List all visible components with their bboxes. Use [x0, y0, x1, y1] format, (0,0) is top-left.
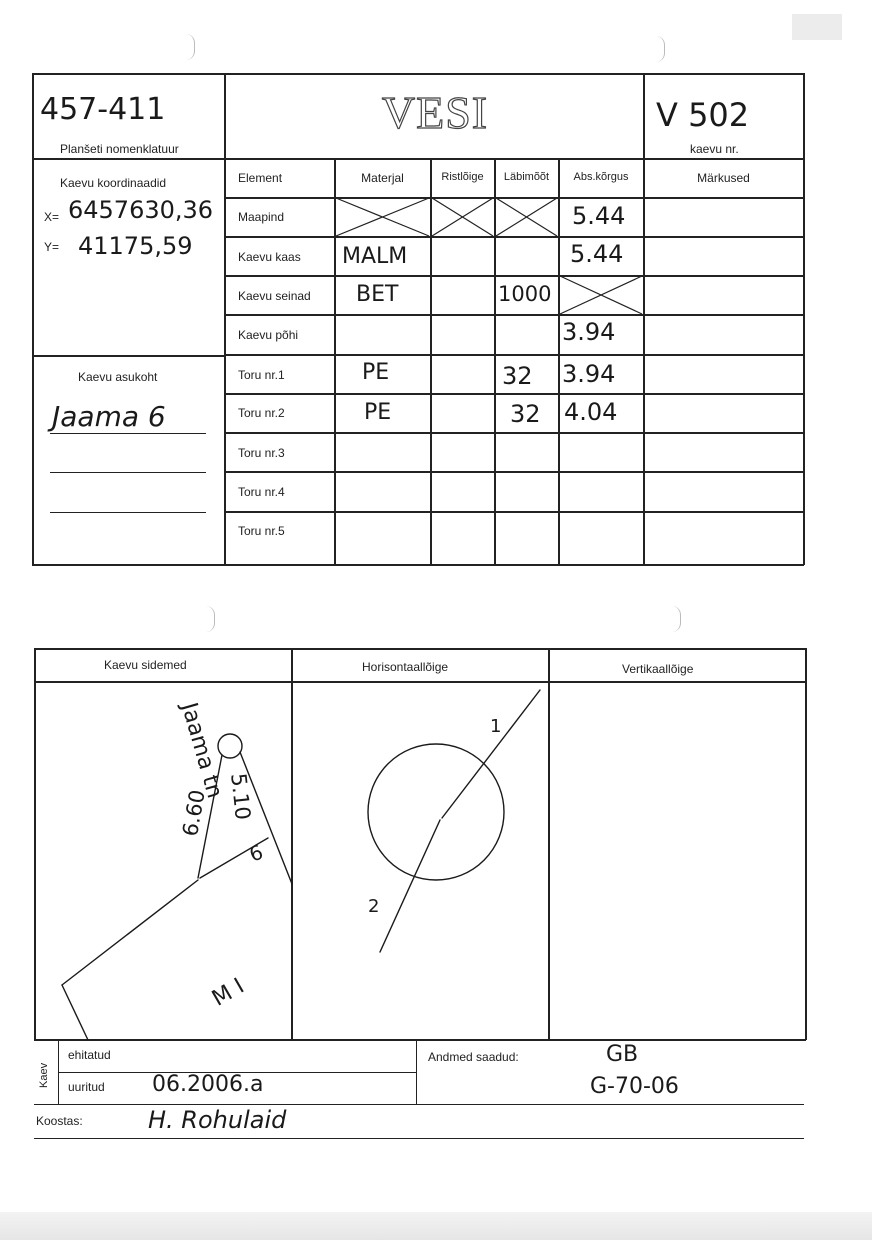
- table-row-element: Toru nr.5: [238, 524, 285, 538]
- table-row-element: Maapind: [238, 210, 285, 224]
- header-element: Element: [238, 171, 283, 185]
- abs-height-value: 5.44: [572, 202, 626, 230]
- abs-height-value: 3.94: [562, 318, 616, 346]
- pipe-1-label: 1: [490, 716, 502, 737]
- material-value: PE: [362, 360, 390, 385]
- nomenclature-label: Planšeti nomenklatuur: [60, 142, 179, 156]
- header-cross-section: Ristlõige: [441, 171, 484, 183]
- distance-bottom: 6: [246, 839, 267, 867]
- table-row-element: Kaevu seinad: [238, 289, 311, 303]
- data-source-label: Andmed saadud:: [428, 1050, 519, 1064]
- ties-label: Kaevu sidemed: [104, 658, 187, 672]
- horizontal-section-label: Horisontaallõige: [362, 660, 449, 674]
- diameter-value: 32: [502, 362, 533, 390]
- table-row-element: Kaevu kaas: [238, 250, 301, 264]
- header-diameter: Läbimõõt: [503, 171, 550, 183]
- location-label: Kaevu asukoht: [78, 370, 158, 384]
- data-source-value-2: G-70-06: [590, 1074, 679, 1099]
- y-prefix: Y=: [44, 240, 60, 254]
- distance-left: 6.60: [178, 787, 210, 839]
- well-side-label: Kaev: [38, 1062, 50, 1088]
- data-source-value-1: GB: [606, 1042, 639, 1067]
- abs-height-value: 3.94: [562, 360, 616, 388]
- abs-height-value: 4.04: [564, 398, 618, 426]
- material-value: BET: [356, 282, 399, 307]
- vertical-section-label: Vertikaallõige: [622, 662, 694, 676]
- scan-edge: [0, 1212, 872, 1240]
- compiled-value: H. Rohulaid: [148, 1106, 287, 1134]
- material-value: MALM: [342, 244, 408, 269]
- well-number-label: kaevu nr.: [690, 142, 739, 156]
- table-row-element: Toru nr.2: [238, 406, 285, 420]
- building-label: M I: [208, 973, 249, 1012]
- surveyed-value: 06.2006.a: [152, 1072, 264, 1097]
- compiled-label: Koostas:: [36, 1114, 83, 1128]
- header-abs-height: Abs.kõrgus: [573, 171, 629, 183]
- table-row-element: Toru nr.1: [238, 368, 285, 382]
- table-row-element: Kaevu põhi: [238, 328, 299, 342]
- table-row-element: Toru nr.3: [238, 446, 285, 460]
- page-title: VESI: [381, 87, 489, 138]
- well-number-value: V 502: [656, 96, 750, 134]
- header-material: Materjal: [361, 171, 404, 185]
- diameter-value: 1000: [498, 282, 552, 306]
- coordinates-label: Kaevu koordinaadid: [60, 176, 167, 190]
- built-label: ehitatud: [68, 1048, 111, 1062]
- surveyed-label: uuritud: [68, 1080, 105, 1094]
- street-label: Jaama tn: [175, 700, 227, 802]
- x-coordinate-value: 6457630,36: [68, 196, 214, 224]
- table-row-element: Toru nr.4: [238, 485, 285, 499]
- y-coordinate-value: 41175,59: [78, 232, 193, 260]
- distance-right: 5.10: [226, 772, 255, 822]
- location-value: Jaama 6: [52, 400, 166, 433]
- diameter-value: 32: [510, 400, 541, 428]
- nomenclature-value: 457-411: [40, 92, 166, 127]
- x-prefix: X=: [44, 210, 60, 224]
- pipe-2-label: 2: [368, 896, 380, 917]
- header-notes: Märkused: [697, 171, 750, 185]
- material-value: PE: [364, 400, 392, 425]
- abs-height-value: 5.44: [570, 240, 624, 268]
